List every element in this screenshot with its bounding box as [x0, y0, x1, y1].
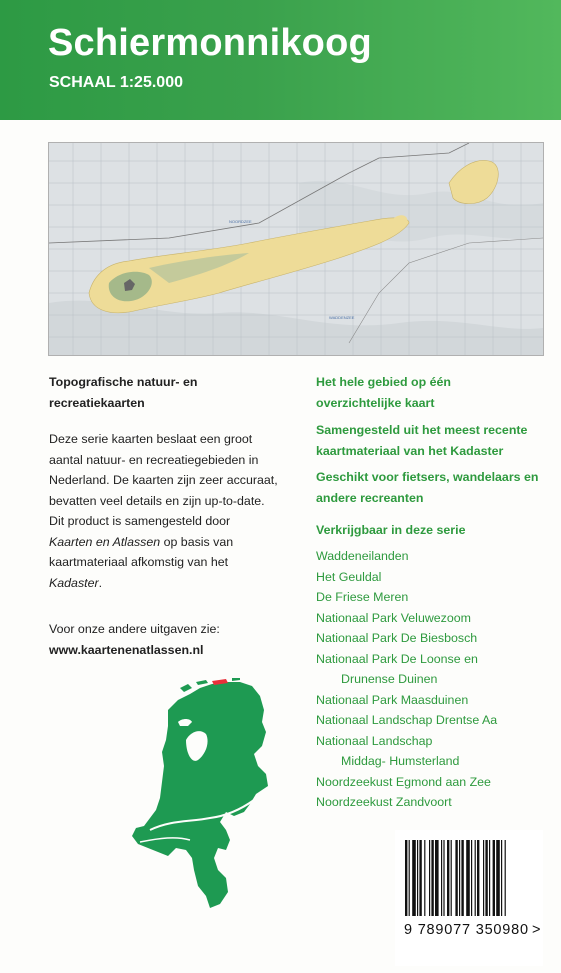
list-item: Noordzeekust Zandvoort [316, 795, 452, 809]
list-item: Het Geuldal [316, 569, 382, 584]
barcode-bar [483, 840, 484, 916]
list-item: Nationaal Park Veluwezoom [316, 610, 471, 625]
barcode-bar [412, 840, 416, 916]
barcode-bar [466, 840, 470, 916]
barcode-icon [395, 830, 543, 966]
barcode-bar [493, 840, 495, 916]
barcode-bar [475, 840, 476, 916]
svg-text:WADDENZEE: WADDENZEE [329, 315, 355, 320]
barcode-bar [496, 840, 500, 916]
island-map [49, 143, 543, 355]
barcode-bar [455, 840, 457, 916]
netherlands-map-icon [130, 670, 270, 925]
barcode-bar [477, 840, 479, 916]
list-item: Nationaal Park De Biesbosch [316, 631, 478, 645]
feature-recreation: Geschikt voor fietsers, wandelaars en andere recreanten [316, 470, 539, 505]
list-item: Waddeneilanden [316, 549, 409, 563]
barcode-bar [417, 840, 418, 916]
list-item: Nationaal Landschap [316, 733, 433, 748]
series-heading: Verkrijgbaar in deze serie [316, 523, 466, 537]
website-reference: Voor onze andere uitgaven zie: www.kaartenenatlassen.nl [49, 619, 294, 660]
list-item: De Friese Meren [316, 590, 409, 604]
list-item: Nationaal Park De Loonse en [316, 651, 478, 666]
list-item: Drunense Duinen [341, 672, 438, 686]
list-item: Nationaal Park Maasduinen [316, 692, 469, 707]
header-banner [0, 0, 561, 120]
barcode-bar [443, 840, 444, 916]
barcode-bar [447, 840, 449, 916]
barcode-bar [424, 840, 425, 916]
barcode-bar [435, 840, 439, 916]
barcode-bar [459, 840, 460, 916]
barcode-bar [409, 840, 410, 916]
island-overview-map [48, 142, 544, 356]
barcode-bar [471, 840, 472, 916]
barcode-bar [485, 840, 487, 916]
series-list [316, 546, 556, 813]
barcode-bar [431, 840, 433, 916]
barcode-bar [405, 840, 407, 916]
website-link[interactable]: www.kaartenenatlassen.nl [49, 642, 204, 657]
barcode-bar [419, 840, 421, 916]
barcode-bar [429, 840, 430, 916]
page-title: Schiermonnikoog [48, 22, 372, 64]
list-item: Nationaal Landschap Drentse Aa [316, 713, 498, 727]
list-item: Middag- Humsterland [341, 754, 460, 768]
barcode-bar [461, 840, 463, 916]
barcode-bar [505, 840, 506, 916]
barcode-bar [441, 840, 442, 916]
barcode-bar [501, 840, 502, 916]
barcode-suffix: > [532, 922, 541, 938]
map-scale: SCHAAL 1:25.000 [49, 74, 183, 91]
feature-kadaster: Samengesteld uit het meest recente kaartmateriaal van het Kadaster [316, 423, 528, 458]
feature-overview: Het hele gebied op één overzichtelijke kaart [316, 375, 451, 410]
barcode-bar [451, 840, 452, 916]
svg-text:NOORDZEE: NOORDZEE [229, 219, 252, 224]
barcode-bar [489, 840, 490, 916]
left-heading: Topografische natuur- en recreatiekaarten [49, 375, 198, 410]
description-paragraph: Deze serie kaarten beslaat een groot aantal natuur- en recreatiegebieden in Nederland. De kaarten zijn zeer accuraat, bevatten veel details en zijn up-to-date. Dit product is samengesteld door Kaarten en Atlassen op basis van kaartmateriaal afkomstig van het Kadaster. [49, 432, 278, 590]
list-item: Noordzeekust Egmond aan Zee [316, 774, 491, 789]
barcode-number: 9 789077 350980 [404, 922, 529, 938]
